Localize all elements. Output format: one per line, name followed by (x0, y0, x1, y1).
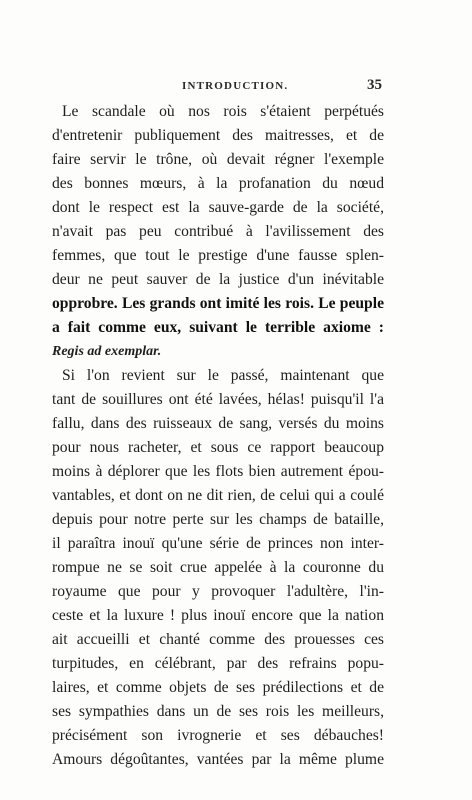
text-line: Amours dégoûtantes, vantées par la même plume (52, 751, 384, 768)
text-line: a fait comme eux, suivant le terrible axiome : (52, 319, 384, 336)
text-line: des bonnes mœurs, à la profanation du nœud (52, 175, 384, 192)
text-line: il paraîtra inouï qu'une série de princes non inter- (52, 535, 384, 552)
paragraph-2 (52, 364, 384, 772)
running-head: INTRODUCTION. (182, 80, 289, 92)
latin-quote-line: Regis ad exemplar. (52, 344, 162, 359)
text-line: deur ne peut sauver de la justice d'un inévitable (52, 271, 384, 288)
text-line: opprobre. Les grands ont imité les rois. Le peuple (52, 295, 384, 312)
body-text (52, 100, 384, 772)
text-line: Le scandale où nos rois s'étaient perpétués (62, 103, 384, 120)
text-line: précisément son ivrognerie et ses débauches! (52, 727, 384, 744)
text-line: Si l'on revient sur le passé, maintenant que (62, 367, 384, 384)
text-line: royaume que pour y provoquer l'adultère, l'in- (52, 583, 384, 600)
text-line: depuis pour notre perte sur les champs de bataille, (52, 511, 384, 528)
text-line: rompue ne se soit crue appelée à la couronne du (52, 559, 384, 576)
text-line: dont le respect est la sauve-garde de la société, (52, 199, 384, 216)
text-line: ait accueilli et chanté comme des prouesses ces (52, 631, 384, 648)
text-line: ceste et la luxure ! plus inouï encore que la nation (52, 607, 384, 624)
text-line: moins à déplorer que les flots bien autrement épou- (52, 463, 384, 480)
text-line: fallu, dans des ruisseaux de sang, versés du moins (52, 415, 384, 432)
paragraph-1 (52, 100, 384, 364)
text-line: vantables, et dont on ne dit rien, de celui qui a coulé (52, 487, 384, 504)
text-line: tant de souillures ont été lavées, hélas! puisqu'il l'a (52, 391, 384, 408)
page-number: 35 (367, 77, 382, 93)
text-line: femmes, que tout le prestige d'une fausse splen- (52, 247, 384, 264)
text-line: pour nous racheter, et sous ce rapport beaucoup (52, 439, 384, 456)
text-line: n'avait pas peu contribué à l'avilissement des (52, 223, 384, 240)
text-line: faire servir le trône, où devait régner l'exemple (52, 151, 384, 168)
text-line: turpitudes, en célébrant, par des refrains popu- (52, 655, 384, 672)
text-line: ses sympathies dans un de ses rois les meilleurs, (52, 703, 384, 720)
text-line: d'entretenir publiquement des maitresses, et de (52, 127, 384, 144)
page-header (52, 78, 382, 98)
text-line: laires, et comme objets de ses prédilections et de (52, 679, 384, 696)
